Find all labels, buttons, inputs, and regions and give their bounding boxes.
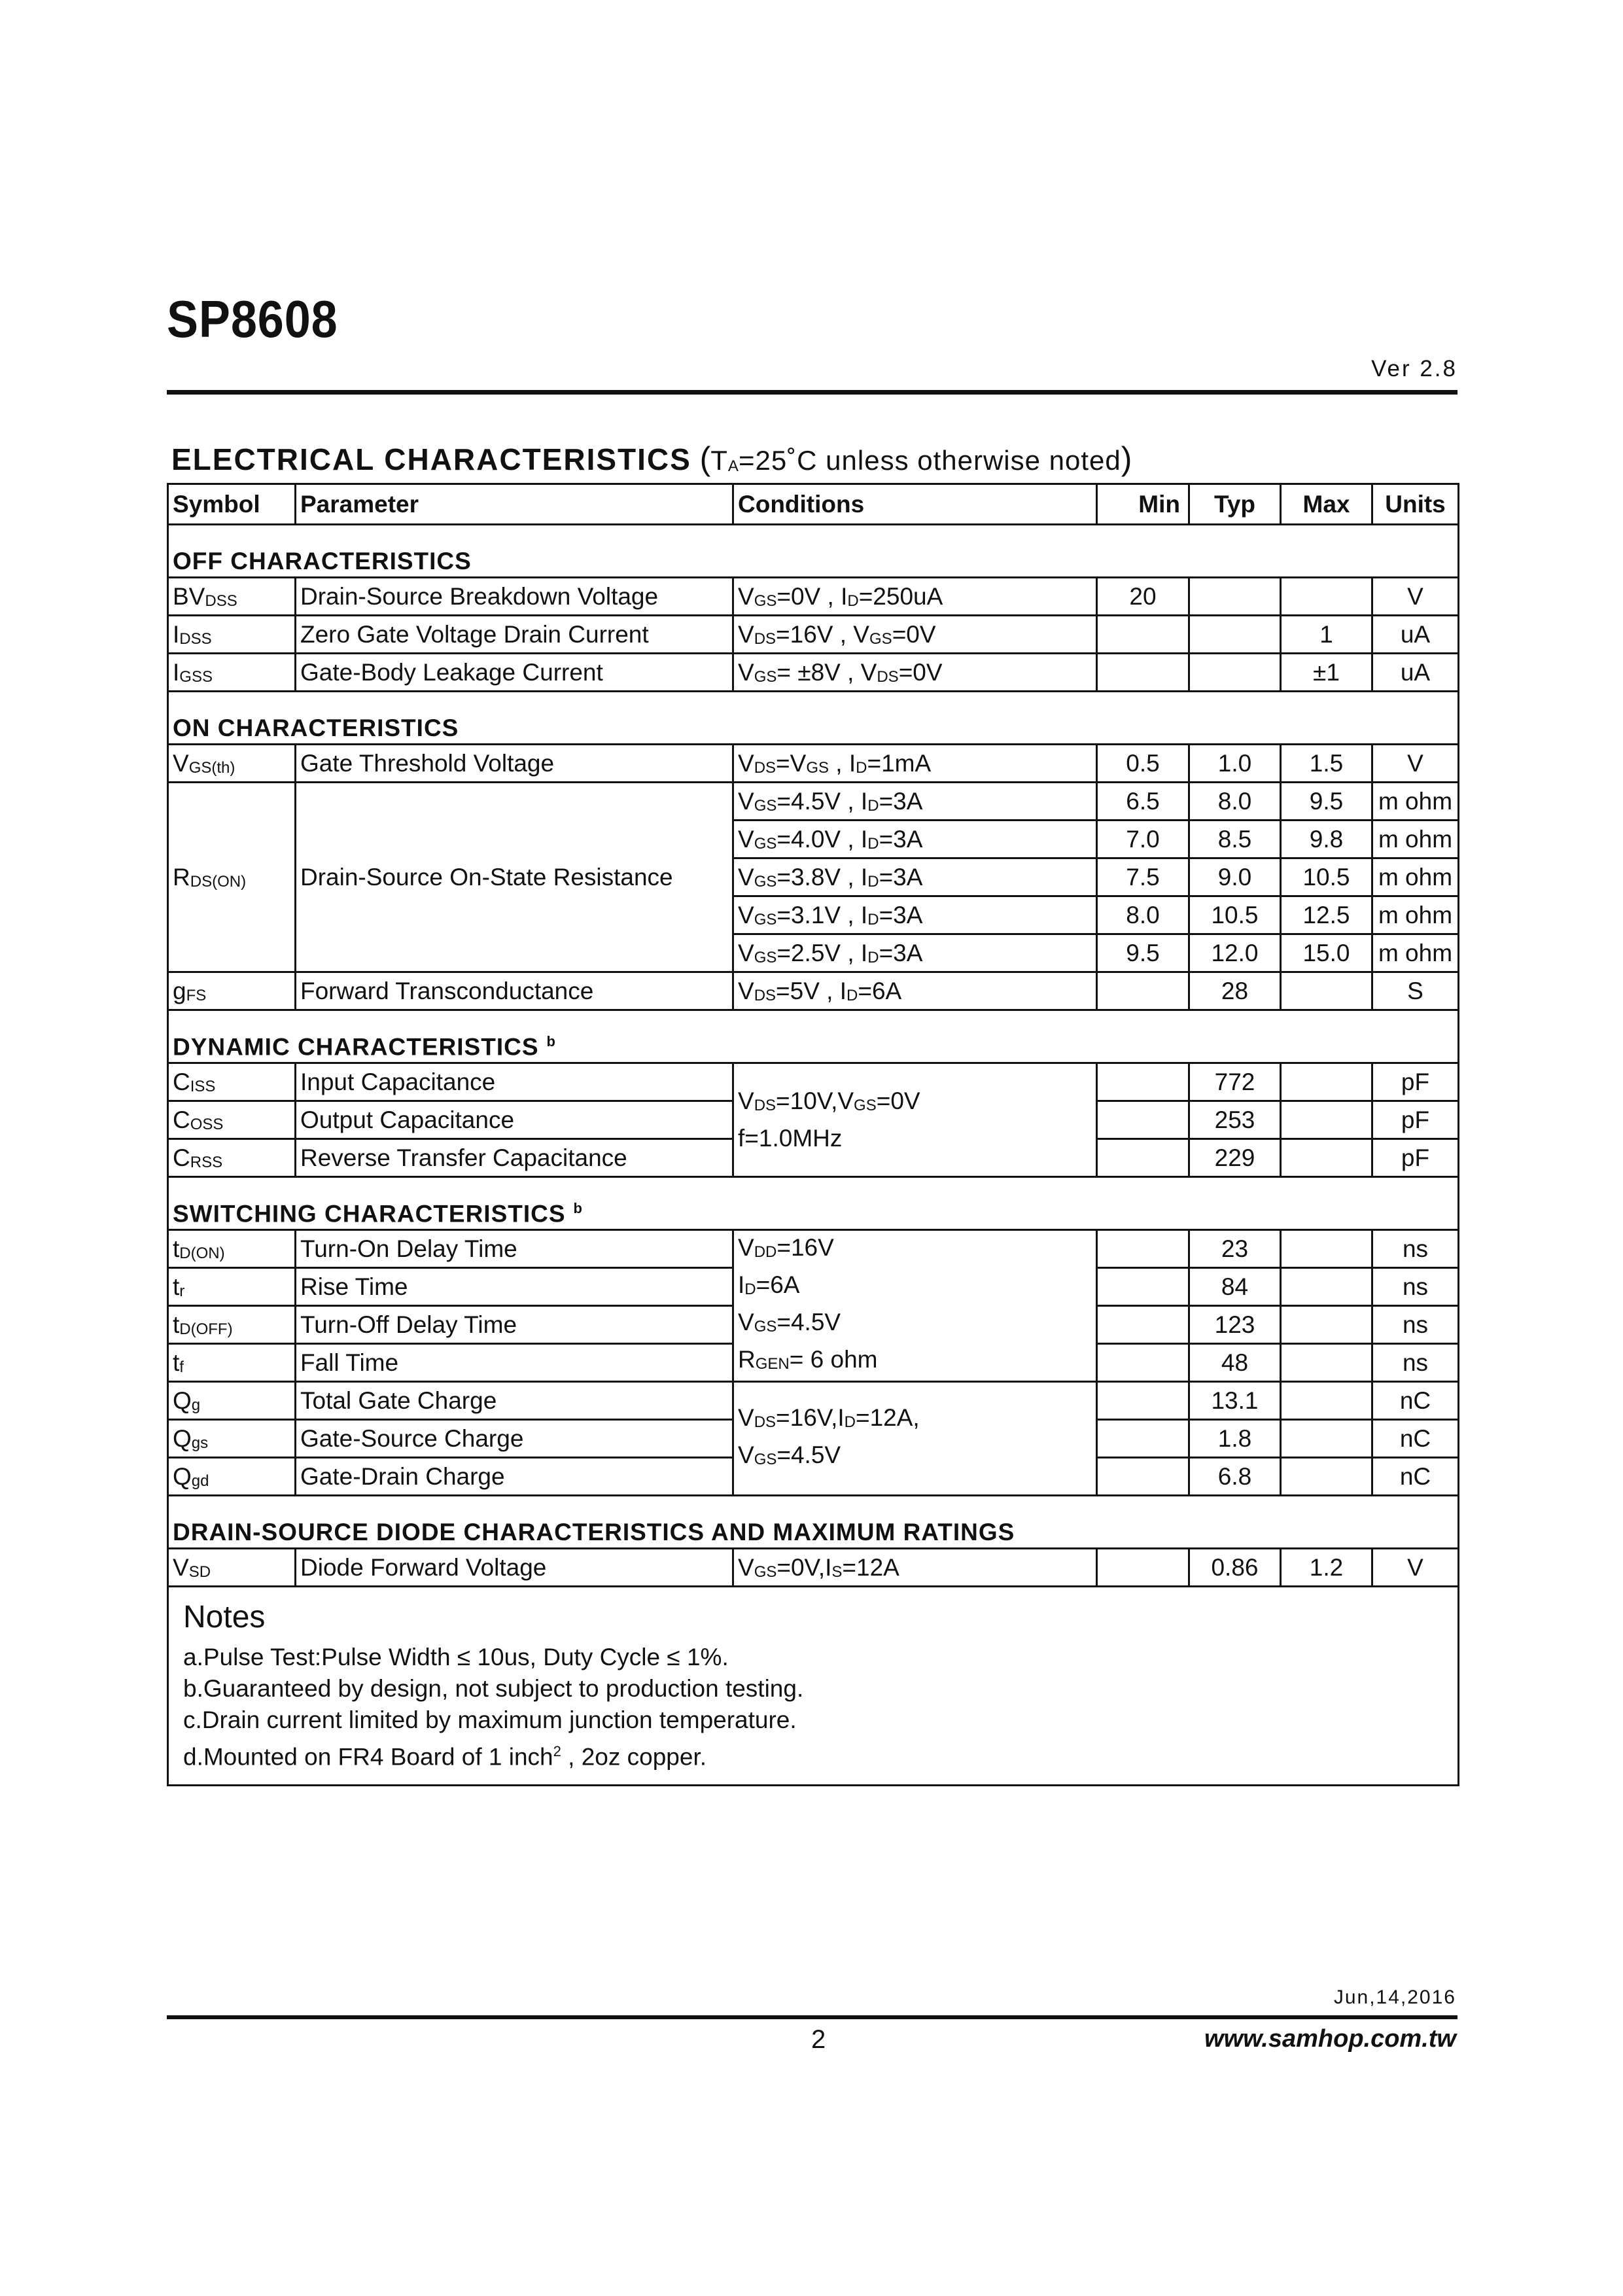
max-cell <box>1281 1458 1372 1496</box>
typ-cell: 84 <box>1189 1268 1281 1306</box>
category-diode: DRAIN-SOURCE DIODE CHARACTERISTICS AND MAXIMUM RATINGS <box>168 1496 1459 1549</box>
units-cell: uA <box>1372 654 1459 692</box>
min-cell <box>1097 972 1189 1010</box>
typ-cell: 253 <box>1189 1101 1281 1139</box>
max-cell <box>1281 1420 1372 1458</box>
units-cell: pF <box>1372 1101 1459 1139</box>
part-number: SP8608 <box>167 290 338 348</box>
max-cell <box>1281 1268 1372 1306</box>
units-cell: V <box>1372 578 1459 616</box>
typ-cell <box>1189 654 1281 692</box>
col-symbol: Symbol <box>168 484 296 525</box>
max-cell: 12.5 <box>1281 896 1372 934</box>
units-cell: V <box>1372 745 1459 783</box>
symbol-cell: $I_{DSS}$ <box>168 616 296 654</box>
parameter-cell: Output Capacitance <box>296 1101 733 1139</box>
typ-cell: 1.8 <box>1189 1420 1281 1458</box>
units-cell: pF <box>1372 1063 1459 1101</box>
symbol-cell: $g_{FS}$ <box>168 972 296 1010</box>
conditions-cell: $V_{DS}=10V,V_{GS}=0V$ f=1.0MHz <box>733 1063 1097 1177</box>
note-b: b.Guaranteed by design, not subject to production testing. <box>183 1675 804 1702</box>
typ-cell <box>1189 578 1281 616</box>
min-cell <box>1097 1420 1189 1458</box>
note-d: d.Mounted on FR4 Board of 1 inch$^2$ , 2oz copper. <box>183 1743 707 1771</box>
units-cell: uA <box>1372 616 1459 654</box>
min-cell: 6.5 <box>1097 783 1189 821</box>
units-cell: ns <box>1372 1230 1459 1268</box>
table-row <box>168 578 1459 616</box>
category-switching: SWITCHING CHARACTERISTICS $^b$ <box>168 1177 1459 1230</box>
min-cell <box>1097 1268 1189 1306</box>
units-cell: nC <box>1372 1420 1459 1458</box>
footnote-ref: b <box>546 1033 556 1050</box>
typ-cell: 23 <box>1189 1230 1281 1268</box>
min-cell: 0.5 <box>1097 745 1189 783</box>
parameter-cell: Drain-Source On-State Resistance <box>296 783 733 972</box>
conditions-cell: $V_{DS}=16V,I_D=12A$, $V_{GS}=4.5V$ <box>733 1382 1097 1496</box>
parameter-cell: Rise Time <box>296 1268 733 1306</box>
parameter-cell: Fall Time <box>296 1344 733 1382</box>
units-cell: ns <box>1372 1306 1459 1344</box>
parameter-cell: Diode Forward Voltage <box>296 1549 733 1587</box>
table-row <box>168 1549 1459 1587</box>
category-row-dynamic <box>168 1010 1459 1063</box>
units-cell: S <box>1372 972 1459 1010</box>
max-cell <box>1281 1101 1372 1139</box>
symbol-cell: $t_{D(OFF)}$ <box>168 1306 296 1344</box>
parameter-cell: Turn-Off Delay Time <box>296 1306 733 1344</box>
symbol-cell: $I_{GSS}$ <box>168 654 296 692</box>
min-cell <box>1097 1458 1189 1496</box>
table-header-row <box>168 484 1459 525</box>
category-row-switching <box>168 1177 1459 1230</box>
typ-cell: 6.8 <box>1189 1458 1281 1496</box>
parameter-cell: Drain-Source Breakdown Voltage <box>296 578 733 616</box>
condition-rest: =25˚C unless otherwise noted <box>738 445 1121 476</box>
max-cell: 1.2 <box>1281 1549 1372 1587</box>
table-row <box>168 1382 1459 1420</box>
parameter-cell: Gate Threshold Voltage <box>296 745 733 783</box>
units-cell: nC <box>1372 1458 1459 1496</box>
max-cell <box>1281 1382 1372 1420</box>
typ-cell: 8.0 <box>1189 783 1281 821</box>
conditions-cell: $V_{DS}=5V$ , $I_D=6A$ <box>733 972 1097 1010</box>
min-cell <box>1097 1344 1189 1382</box>
conditions-cell: $V_{GS}=0V,I_S=12A$ <box>733 1549 1097 1587</box>
category-dynamic: DYNAMIC CHARACTERISTICS $^b$ <box>168 1010 1459 1063</box>
page-number: 2 <box>811 2025 826 2054</box>
min-cell <box>1097 654 1189 692</box>
table-row <box>168 745 1459 783</box>
conditions-cell: $V_{DS}=16V$ , $V_{GS}=0V$ <box>733 616 1097 654</box>
symbol-cell: $Q_{gs}$ <box>168 1420 296 1458</box>
min-cell: 7.5 <box>1097 858 1189 896</box>
parameter-cell: Total Gate Charge <box>296 1382 733 1420</box>
max-cell: 15.0 <box>1281 934 1372 972</box>
col-conditions: Conditions <box>733 484 1097 525</box>
footnote-ref: b <box>573 1199 583 1216</box>
symbol-cell: $Q_{gd}$ <box>168 1458 296 1496</box>
table-row <box>168 616 1459 654</box>
paren-open: ( <box>699 440 711 477</box>
units-cell: m ohm <box>1372 896 1459 934</box>
conditions-cell: $V_{GS}=0V$ , $I_D=250uA$ <box>733 578 1097 616</box>
min-cell <box>1097 616 1189 654</box>
parameter-cell: Turn-On Delay Time <box>296 1230 733 1268</box>
min-cell <box>1097 1382 1189 1420</box>
table-row <box>168 654 1459 692</box>
paren-close: ) <box>1121 440 1132 477</box>
units-cell: m ohm <box>1372 934 1459 972</box>
conditions-cell: $V_{GS}=3.8V$ , $I_D=3A$ <box>733 858 1097 896</box>
notes-block <box>168 1587 1459 1786</box>
symbol-cell: $C_{ISS}$ <box>168 1063 296 1101</box>
condition-t-sub: A <box>727 457 739 475</box>
note-c: c.Drain current limited by maximum junction temperature. <box>183 1706 797 1733</box>
category-row-on <box>168 692 1459 745</box>
col-parameter: Parameter <box>296 484 733 525</box>
table-row <box>168 783 1459 821</box>
conditions-cell: $V_{DS}=V_{GS}$ , $I_D=1mA$ <box>733 745 1097 783</box>
table-row <box>168 1063 1459 1101</box>
typ-cell: 10.5 <box>1189 896 1281 934</box>
col-typ: Typ <box>1189 484 1281 525</box>
min-cell <box>1097 1230 1189 1268</box>
units-cell: ns <box>1372 1268 1459 1306</box>
typ-cell: 13.1 <box>1189 1382 1281 1420</box>
min-cell: 8.0 <box>1097 896 1189 934</box>
units-cell: pF <box>1372 1139 1459 1177</box>
category-row-diode <box>168 1496 1459 1549</box>
category-row-off <box>168 525 1459 578</box>
symbol-cell: $t_r$ <box>168 1268 296 1306</box>
min-cell: 7.0 <box>1097 821 1189 858</box>
col-units: Units <box>1372 484 1459 525</box>
parameter-cell: Gate-Drain Charge <box>296 1458 733 1496</box>
max-cell <box>1281 1306 1372 1344</box>
units-cell: ns <box>1372 1344 1459 1382</box>
typ-cell: 9.0 <box>1189 858 1281 896</box>
parameter-cell: Forward Transconductance <box>296 972 733 1010</box>
max-cell <box>1281 1230 1372 1268</box>
parameter-cell: Gate-Body Leakage Current <box>296 654 733 692</box>
website-link[interactable]: www.samhop.com.tw <box>1204 2025 1456 2053</box>
conditions-cell: $V_{GS}=4.0V$ , $I_D=3A$ <box>733 821 1097 858</box>
parameter-cell: Gate-Source Charge <box>296 1420 733 1458</box>
header-rule <box>167 390 1457 395</box>
section-title <box>171 440 1132 478</box>
min-cell <box>1097 1306 1189 1344</box>
section-title-text: ELECTRICAL CHARACTERISTICS <box>171 442 691 476</box>
symbol-cell: $C_{RSS}$ <box>168 1139 296 1177</box>
symbol-cell: $t_{D(ON)}$ <box>168 1230 296 1268</box>
max-cell: ±1 <box>1281 654 1372 692</box>
conditions-cell: $V_{DD}=16V$ $I_D=6A$ $V_{GS}=4.5V$ $R_{GEN}= 6$ ohm <box>733 1230 1097 1382</box>
category-on: ON CHARACTERISTICS <box>168 692 1459 745</box>
conditions-cell: $V_{GS}= \pm 8V$ , $V_{DS}=0V$ <box>733 654 1097 692</box>
footer-rule <box>167 2015 1457 2019</box>
condition-t: T <box>710 445 728 476</box>
conditions-cell: $V_{GS}=2.5V$ , $I_D=3A$ <box>733 934 1097 972</box>
typ-cell: 0.86 <box>1189 1549 1281 1587</box>
col-max: Max <box>1281 484 1372 525</box>
category-off: OFF CHARACTERISTICS <box>168 525 1459 578</box>
typ-cell: 8.5 <box>1189 821 1281 858</box>
min-cell <box>1097 1139 1189 1177</box>
max-cell <box>1281 1344 1372 1382</box>
min-cell: 9.5 <box>1097 934 1189 972</box>
max-cell: 9.8 <box>1281 821 1372 858</box>
footer-date: Jun,14,2016 <box>1333 1987 1456 2008</box>
typ-cell: 12.0 <box>1189 934 1281 972</box>
symbol-cell: $BV_{DSS}$ <box>168 578 296 616</box>
symbol-cell: $t_f$ <box>168 1344 296 1382</box>
typ-cell: 28 <box>1189 972 1281 1010</box>
conditions-cell: $V_{GS}=3.1V$ , $I_D=3A$ <box>733 896 1097 934</box>
parameter-cell: Zero Gate Voltage Drain Current <box>296 616 733 654</box>
typ-cell: 48 <box>1189 1344 1281 1382</box>
typ-cell: 229 <box>1189 1139 1281 1177</box>
min-cell <box>1097 1063 1189 1101</box>
typ-cell: 772 <box>1189 1063 1281 1101</box>
symbol-cell: $V_{GS(th)}$ <box>168 745 296 783</box>
symbol-cell: $V_{SD}$ <box>168 1549 296 1587</box>
max-cell: 1 <box>1281 616 1372 654</box>
max-cell: 10.5 <box>1281 858 1372 896</box>
units-cell: m ohm <box>1372 858 1459 896</box>
units-cell: nC <box>1372 1382 1459 1420</box>
parameter-cell: Reverse Transfer Capacitance <box>296 1139 733 1177</box>
conditions-cell: $V_{GS}=4.5V$ , $I_D=3A$ <box>733 783 1097 821</box>
units-cell: m ohm <box>1372 783 1459 821</box>
version-label: Ver 2.8 <box>1371 356 1457 381</box>
parameter-cell: Input Capacitance <box>296 1063 733 1101</box>
units-cell: V <box>1372 1549 1459 1587</box>
electrical-characteristics-table <box>167 483 1459 1786</box>
symbol-cell: $C_{OSS}$ <box>168 1101 296 1139</box>
typ-cell <box>1189 616 1281 654</box>
min-cell <box>1097 1549 1189 1587</box>
typ-cell: 123 <box>1189 1306 1281 1344</box>
col-min: Min <box>1097 484 1189 525</box>
symbol-cell: $Q_g$ <box>168 1382 296 1420</box>
units-cell: m ohm <box>1372 821 1459 858</box>
min-cell <box>1097 1101 1189 1139</box>
symbol-cell: $R_{DS(ON)}$ <box>168 783 296 972</box>
max-cell: 1.5 <box>1281 745 1372 783</box>
note-a: a.Pulse Test:Pulse Width ≤ 10us, Duty Cycle ≤ 1%. <box>183 1644 729 1670</box>
max-cell <box>1281 578 1372 616</box>
notes-title: Notes <box>183 1600 266 1634</box>
max-cell <box>1281 1063 1372 1101</box>
notes-row <box>168 1587 1459 1786</box>
max-cell <box>1281 972 1372 1010</box>
typ-cell: 1.0 <box>1189 745 1281 783</box>
max-cell: 9.5 <box>1281 783 1372 821</box>
max-cell <box>1281 1139 1372 1177</box>
min-cell: 20 <box>1097 578 1189 616</box>
table-row <box>168 1230 1459 1268</box>
table-row <box>168 972 1459 1010</box>
